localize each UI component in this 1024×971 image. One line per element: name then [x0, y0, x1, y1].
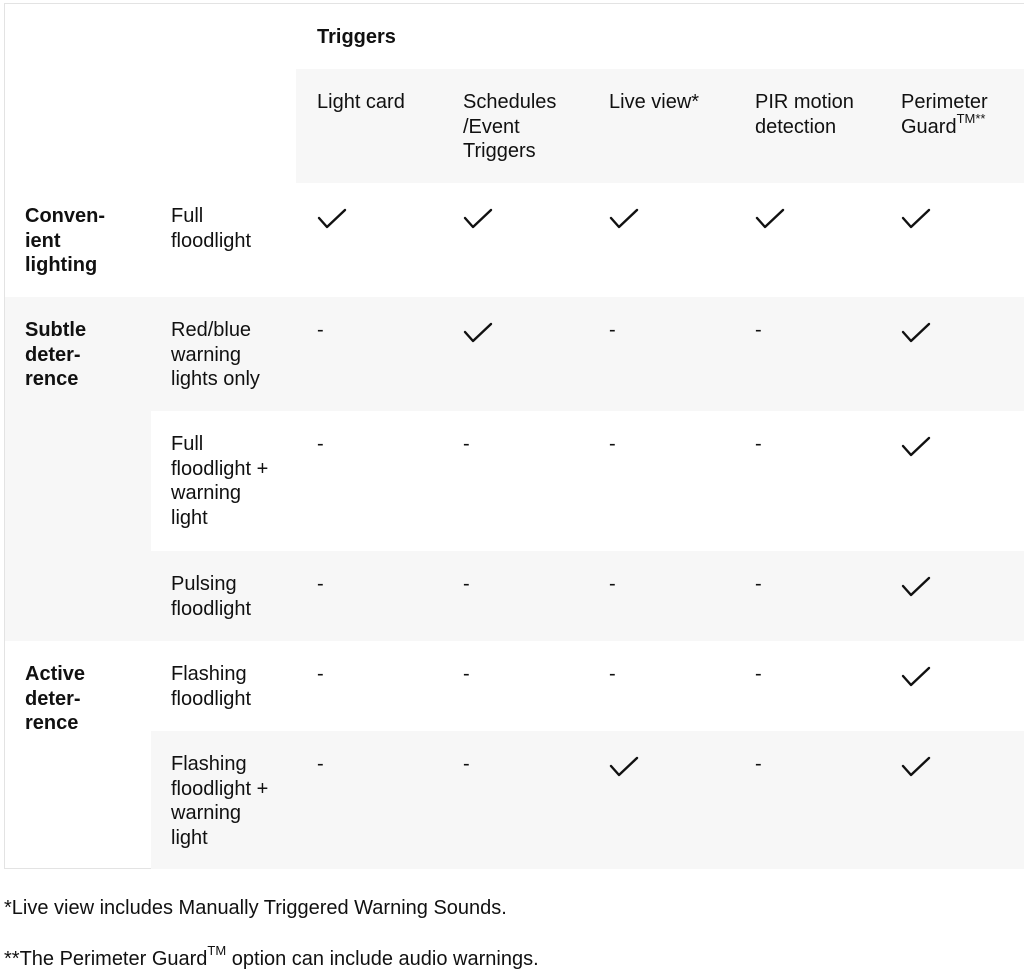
dash-value: - [755, 573, 762, 595]
dash-value: - [463, 573, 470, 595]
dash-value: - [755, 319, 762, 341]
checkmark-icon [901, 665, 931, 689]
column-header-light-card [317, 90, 447, 115]
dash-value: - [609, 433, 616, 455]
checkmark-icon [609, 207, 639, 231]
column-header-live-view [609, 90, 739, 115]
checkmark-icon [755, 207, 785, 231]
row-shade-pulsing [151, 551, 1024, 641]
footnote-perimeter-guard: **The Perimeter Guard™ option can include audio warnings. [4, 943, 539, 970]
dash-value: - [317, 319, 324, 341]
mode-label: Pulsing floodlight [171, 573, 252, 620]
dash-value: - [463, 433, 470, 455]
category-active-deterrence: Active deter-rence [25, 663, 86, 734]
column-header-label: PIR motion detection [755, 91, 854, 138]
checkmark-icon [901, 321, 931, 345]
dash-value: - [317, 433, 324, 455]
checkmark-icon [463, 207, 493, 231]
checkmark-icon [901, 755, 931, 779]
mode-label: Red/blue warning lights only [171, 319, 260, 390]
column-header-perimeter-guard [901, 90, 1021, 139]
trademark-superscript: TM** [956, 110, 986, 126]
category-subtle-deterrence: Subtle deter-rence [25, 319, 87, 390]
dash-value: - [609, 319, 616, 341]
checkmark-icon [463, 321, 493, 345]
dash-value: - [609, 573, 616, 595]
dash-value: - [755, 753, 762, 775]
column-header-label: Light card [317, 91, 405, 113]
checkmark-icon [317, 207, 347, 231]
column-header-pir [755, 90, 875, 139]
checkmark-icon [901, 435, 931, 459]
row-shade-flashing-warning [151, 731, 1024, 869]
dash-value: - [317, 573, 324, 595]
mode-label: Full floodlight [171, 205, 252, 252]
dash-value: - [755, 663, 762, 685]
footnote-live-view: *Live view includes Manually Triggered Warning Sounds. [4, 897, 507, 919]
mode-label: Flashing floodlight [171, 663, 252, 710]
dash-value: - [755, 433, 762, 455]
triggers-header: Triggers [317, 26, 396, 48]
column-header-label: Perimeter Guard [901, 91, 988, 138]
dash-value: - [463, 663, 470, 685]
dash-value: - [317, 753, 324, 775]
dash-value: - [317, 663, 324, 685]
column-header-schedules [463, 90, 583, 164]
dash-value: - [463, 753, 470, 775]
column-header-label: Live view* [609, 91, 700, 113]
row-shade-subtle [5, 297, 1024, 411]
checkmark-icon [901, 207, 931, 231]
dash-value: - [609, 663, 616, 685]
mode-label: Full floodlight + warning light [171, 433, 269, 529]
mode-label: Flashing floodlight + warning light [171, 753, 269, 849]
column-header-label: Schedules /Event Triggers [463, 91, 557, 162]
trademark-superscript: TM [207, 943, 227, 959]
row-shade-subtle-category [5, 411, 151, 641]
checkmark-icon [609, 755, 639, 779]
category-convenient-lighting: Conven-ient lighting [25, 205, 105, 276]
checkmark-icon [901, 575, 931, 599]
